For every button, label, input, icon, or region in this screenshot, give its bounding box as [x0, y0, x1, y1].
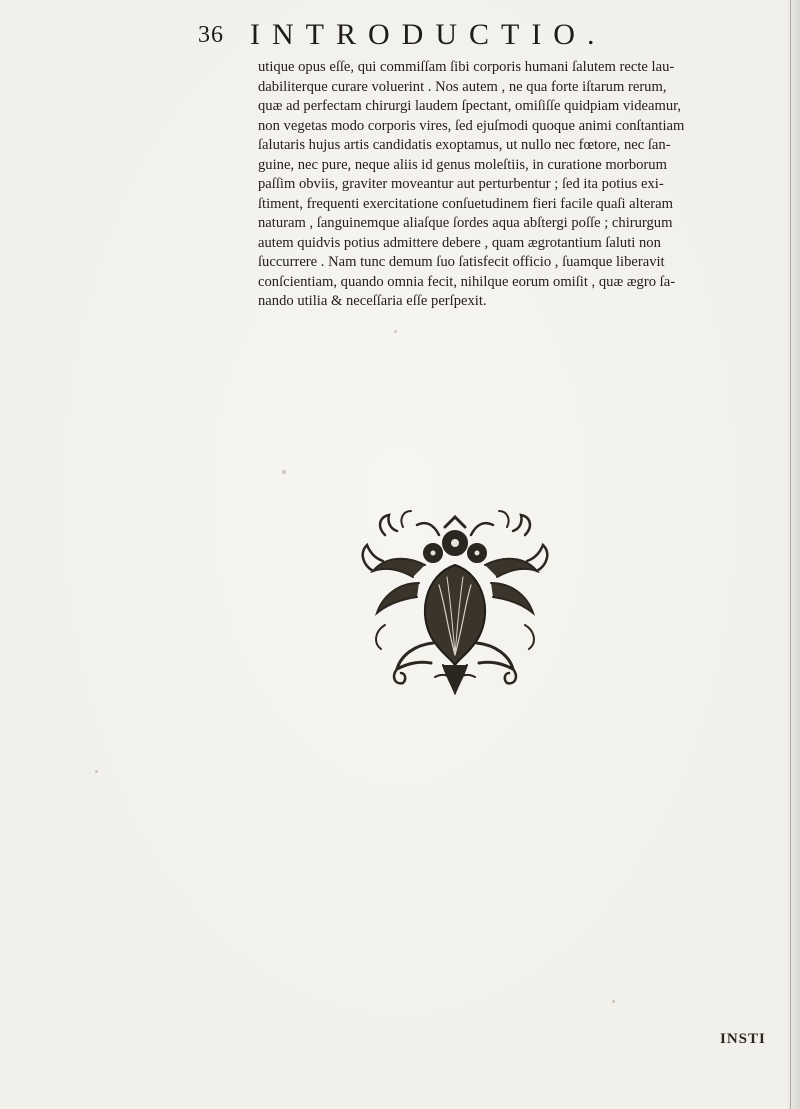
page-edge-shadow: [786, 0, 800, 1109]
body-paragraph: [258, 58, 788, 312]
text-line: nando utilia & neceſſaria eſſe perſpexit.: [258, 293, 487, 309]
paper-speck: [282, 470, 286, 474]
text-line: non vegetas modo corporis vires, ſed ejuſmodi quoque animi conſtantiam: [258, 117, 685, 134]
text-line: naturam , ſanguinemque aliaſque ſordes aqua abſtergi poſſe ; chirurgum: [258, 215, 673, 231]
page-number: 36: [198, 22, 224, 48]
text-line: paſſim obviis, graviter moveantur aut perturbentur ; ſed ita potius exi-: [258, 176, 664, 192]
paper-speck: [394, 330, 397, 333]
catchword: INSTI: [720, 1031, 766, 1047]
text-line: dabiliterque curare voluerint . Nos autem , ne qua forte iſtarum rerum,: [258, 78, 667, 95]
page-header: [198, 18, 718, 54]
paper-speck: [95, 770, 98, 773]
text-line: ſtiment, frequenti exercitatione conſuetudinem fieri facile quaſi alteram: [258, 195, 673, 212]
text-line: ſalutaris hujus artis candidatis exoptamus, ut nullo nec fœtore, nec ſan-: [258, 137, 671, 153]
text-line: conſcientiam, quando omnia fecit, nihilque eorum omiſit , quæ ægro ſa-: [258, 273, 676, 290]
text-line: guine, nec pure, neque aliis id genus moleſtiis, in curatione morborum: [258, 156, 667, 173]
text-line: autem quidvis potius admittere debere , quam ægrotantium ſaluti non: [258, 234, 661, 251]
paper-speck: [612, 1000, 615, 1003]
running-title: INTRODUCTIO.: [250, 18, 607, 51]
text-line: quæ ad perfectam chirurgi laudem ſpectant, omiſiſſe quidpiam videamur,: [258, 98, 682, 114]
floral-basket-vignette-icon: [355, 505, 555, 695]
text-line: ſuccurrere . Nam tunc demum ſuo ſatisfecit officio , ſuamque liberavit: [258, 254, 665, 270]
text-line: utique opus eſſe, qui commiſſam ſibi corporis humani ſalutem recte lau-: [258, 59, 675, 75]
page-edge-line: [790, 0, 791, 1109]
